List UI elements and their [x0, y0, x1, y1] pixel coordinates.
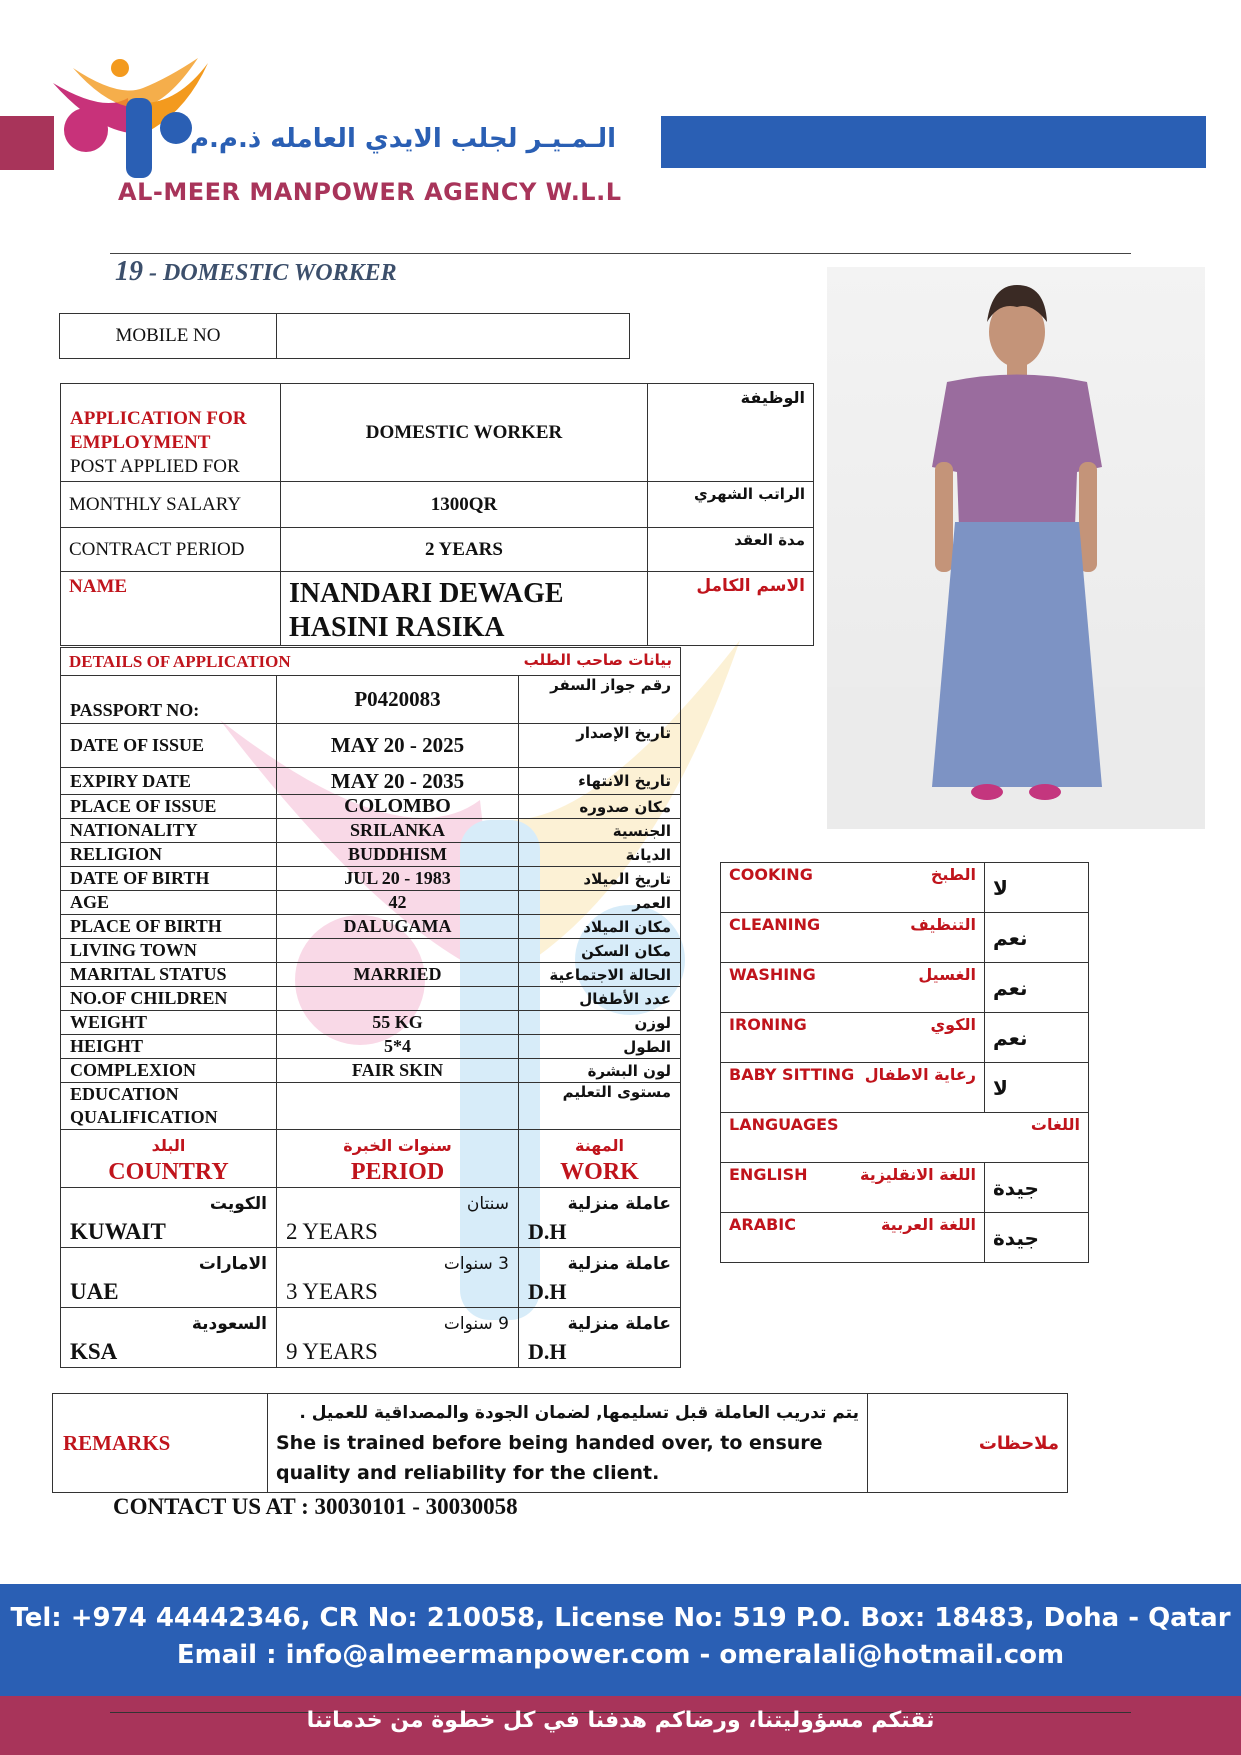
company-logo [48, 58, 218, 178]
education-value [277, 1083, 519, 1130]
exp-country: UAE [70, 1278, 119, 1304]
row-label: NATIONALITY [61, 819, 277, 843]
header-rule [110, 253, 1131, 254]
row-label: DATE OF BIRTH [61, 867, 277, 891]
details-header-ar: بيانات صاحب الطلب [523, 651, 672, 669]
row-value: JUL 20 - 1983 [277, 867, 519, 891]
skill-en: IRONING [729, 1015, 807, 1034]
contract-value: 2 YEARS [281, 528, 648, 572]
row-ar: العمر [519, 891, 681, 915]
experience-header [61, 1130, 681, 1188]
skill-en: BABY SITTING [729, 1065, 855, 1084]
exp-country: KUWAIT [70, 1218, 166, 1244]
footer-contact-line: Tel: +974 44442346, CR No: 210058, License No: 519 P.O. Box: 18483, Doha - Qatar [10, 1603, 1231, 1633]
language-row [721, 1213, 1089, 1263]
row-value: 5*4 [277, 1035, 519, 1059]
header-accent-right [661, 116, 1206, 168]
row-label: HEIGHT [61, 1035, 277, 1059]
remarks-label-ar: ملاحظات [868, 1394, 1068, 1493]
skill-answer: نعم [985, 913, 1089, 963]
skill-row [721, 1063, 1089, 1113]
exp-work-head-en: WORK [560, 1158, 639, 1185]
contract-ar: مدة العقد [648, 528, 814, 572]
exp-country-ar: الامارات [198, 1253, 267, 1274]
row-value: BUDDHISM [277, 843, 519, 867]
remarks-label: REMARKS [53, 1394, 268, 1493]
experience-row [61, 1248, 681, 1308]
exp-period: 9 YEARS [286, 1338, 378, 1364]
issue-date-value: MAY 20 - 2025 [277, 724, 519, 768]
header-accent-left [0, 116, 54, 170]
remarks-text-ar: يتم تدريب العاملة قبل تسليمها, لضمان الجودة والمصداقية للعميل . [299, 1403, 859, 1423]
row-ar: الحالة الاجتماعية [519, 963, 681, 987]
language-ar: اللغة العربية [880, 1215, 976, 1234]
skill-ar: الكوي [930, 1015, 976, 1034]
passport-value: P0420083 [277, 676, 519, 724]
mobile-table [59, 313, 630, 359]
skill-row [721, 863, 1089, 913]
exp-period-ar: 9 سنوات [443, 1313, 509, 1334]
name-label: NAME [61, 572, 281, 646]
details-table [60, 647, 681, 1368]
row-label: WEIGHT [61, 1011, 277, 1035]
skill-row [721, 913, 1089, 963]
exp-work-head [519, 1130, 681, 1188]
skill-answer: نعم [985, 963, 1089, 1013]
row-label: AGE [61, 891, 277, 915]
education-label: EDUCATION QUALIFICATION [61, 1083, 277, 1130]
name-ar: الاسم الكامل [648, 572, 814, 646]
company-name-arabic: الـمـيـر لجلب الايدي العامله ذ.م.م [190, 124, 617, 154]
education-ar: مستوى التعليم [519, 1083, 681, 1130]
job-table [60, 383, 814, 646]
exp-work-ar: عاملة منزلية [567, 1253, 671, 1274]
row-value: COLOMBO [277, 795, 519, 819]
page-title [115, 256, 397, 288]
skill-ar: الغسيل [918, 965, 976, 984]
language-answer: جيدة [985, 1213, 1089, 1263]
row-label: NO.OF CHILDREN [61, 987, 277, 1011]
skill-ar: الطبخ [930, 865, 976, 884]
row-ar: مكان الميلاد [519, 915, 681, 939]
skill-ar: رعاية الاطفال [864, 1065, 976, 1084]
row-value: DALUGAMA [277, 915, 519, 939]
language-ar: اللغة الانقليزية [860, 1165, 976, 1184]
row-label: PLACE OF ISSUE [61, 795, 277, 819]
exp-period-ar: 3 سنوات [443, 1253, 509, 1274]
exp-period-head-ar: سنوات الخبرة [343, 1135, 452, 1155]
row-ar: الجنسية [519, 819, 681, 843]
salary-label: MONTHLY SALARY [61, 482, 281, 528]
row-value: 55 KG [277, 1011, 519, 1035]
row-label: PLACE OF BIRTH [61, 915, 277, 939]
skills-table [720, 862, 1089, 1263]
passport-ar: رقم جواز السفر [519, 676, 681, 724]
expiry-ar: تاريخ الانتهاء [519, 768, 681, 795]
row-value: MARRIED [277, 963, 519, 987]
row-value [277, 987, 519, 1011]
job-ar: الوظيفة [648, 384, 814, 482]
exp-period-ar: سنتان [466, 1193, 509, 1214]
expiry-label: EXPIRY DATE [61, 768, 277, 795]
exp-period: 3 YEARS [286, 1278, 378, 1304]
languages-header-ar: اللغات [1030, 1115, 1080, 1134]
row-value: SRILANKA [277, 819, 519, 843]
skill-en: WASHING [729, 965, 816, 984]
row-label: RELIGION [61, 843, 277, 867]
issue-date-ar: تاريخ الإصدار [519, 724, 681, 768]
details-header [61, 648, 681, 676]
name-line1: INANDARI DEWAGE [289, 577, 564, 609]
exp-work: D.H [528, 1218, 567, 1244]
worker-number: 19 [115, 256, 143, 287]
name-value [281, 572, 648, 646]
mobile-label: MOBILE NO [60, 314, 277, 359]
language-row [721, 1163, 1089, 1213]
skill-en: COOKING [729, 865, 813, 884]
row-value [277, 939, 519, 963]
job-value: DOMESTIC WORKER [281, 384, 648, 482]
exp-country-head [61, 1130, 277, 1188]
salary-ar: الراتب الشهري [648, 482, 814, 528]
languages-header [721, 1113, 1089, 1163]
exp-period-head [277, 1130, 519, 1188]
mobile-value [277, 314, 630, 359]
row-ar: مكان صدوره [519, 795, 681, 819]
language-en: ARABIC [729, 1215, 796, 1234]
remarks-table [52, 1393, 1068, 1493]
exp-work: D.H [528, 1278, 567, 1304]
exp-country-ar: السعودية [191, 1313, 267, 1334]
experience-row [61, 1308, 681, 1368]
skill-row [721, 963, 1089, 1013]
row-ar: لوزن [519, 1011, 681, 1035]
exp-country: KSA [70, 1338, 118, 1364]
issue-date-label: DATE OF ISSUE [61, 724, 277, 768]
skill-answer: لا [985, 1063, 1089, 1113]
exp-period-head-en: PERIOD [350, 1158, 445, 1185]
skill-answer: نعم [985, 1013, 1089, 1063]
row-ar: لون البشرة [519, 1059, 681, 1083]
exp-work-ar: عاملة منزلية [567, 1193, 671, 1214]
skill-answer: لا [985, 863, 1089, 913]
row-label: COMPLEXION [61, 1059, 277, 1083]
exp-work-ar: عاملة منزلية [567, 1313, 671, 1334]
row-ar: عدد الأطفال [519, 987, 681, 1011]
row-ar: تاريخ الميلاد [519, 867, 681, 891]
skill-en: CLEANING [729, 915, 821, 934]
language-en: ENGLISH [729, 1165, 808, 1184]
row-label: MARITAL STATUS [61, 963, 277, 987]
contact-line: CONTACT US AT : 30030101 - 30030058 [113, 1494, 518, 1519]
row-ar: مكان السكن [519, 939, 681, 963]
remarks-text-en: She is trained before being handed over, to ensure quality and reliability for the client. [276, 1432, 823, 1484]
worker-photo [827, 267, 1205, 829]
skill-row [721, 1013, 1089, 1063]
remarks-text [268, 1394, 868, 1493]
languages-header-en: LANGUAGES [729, 1115, 839, 1134]
experience-row [61, 1188, 681, 1248]
row-value: FAIR SKIN [277, 1059, 519, 1083]
exp-country-head-en: COUNTRY [108, 1158, 229, 1185]
expiry-value: MAY 20 - 2035 [277, 768, 519, 795]
exp-work: D.H [528, 1338, 567, 1364]
row-ar: الديانة [519, 843, 681, 867]
skill-ar: التنظيف [910, 915, 976, 934]
row-value: 42 [277, 891, 519, 915]
job-label-cell [61, 384, 281, 482]
company-name-english: AL-MEER MANPOWER AGENCY W.L.L [118, 178, 622, 206]
contract-label: CONTRACT PERIOD [61, 528, 281, 572]
title-text: - DOMESTIC WORKER [143, 260, 397, 286]
exp-country-ar: الكويت [209, 1193, 267, 1214]
passport-label: PASSPORT NO: [61, 676, 277, 724]
footer-slogan: ثقتكم مسؤوليتنا، ورضاكم هدفنا في كل خطوة من خدماتنا [306, 1708, 935, 1733]
exp-work-head-ar: المهنة [574, 1135, 624, 1155]
name-line2: HASINI RASIKA [289, 611, 505, 643]
footer-email-line: Email : info@almeermanpower.com - omeralali@hotmail.com [176, 1640, 1065, 1670]
job-label: POST APPLIED FOR [70, 456, 240, 477]
job-label-red: APPLICATION FOR EMPLOYMENT [70, 408, 247, 453]
language-answer: جيدة [985, 1163, 1089, 1213]
row-label: LIVING TOWN [61, 939, 277, 963]
details-header-en: DETAILS OF APPLICATION [69, 652, 291, 671]
salary-value: 1300QR [281, 482, 648, 528]
exp-country-head-ar: البلد [151, 1135, 186, 1155]
exp-period: 2 YEARS [286, 1218, 378, 1244]
row-ar: الطول [519, 1035, 681, 1059]
